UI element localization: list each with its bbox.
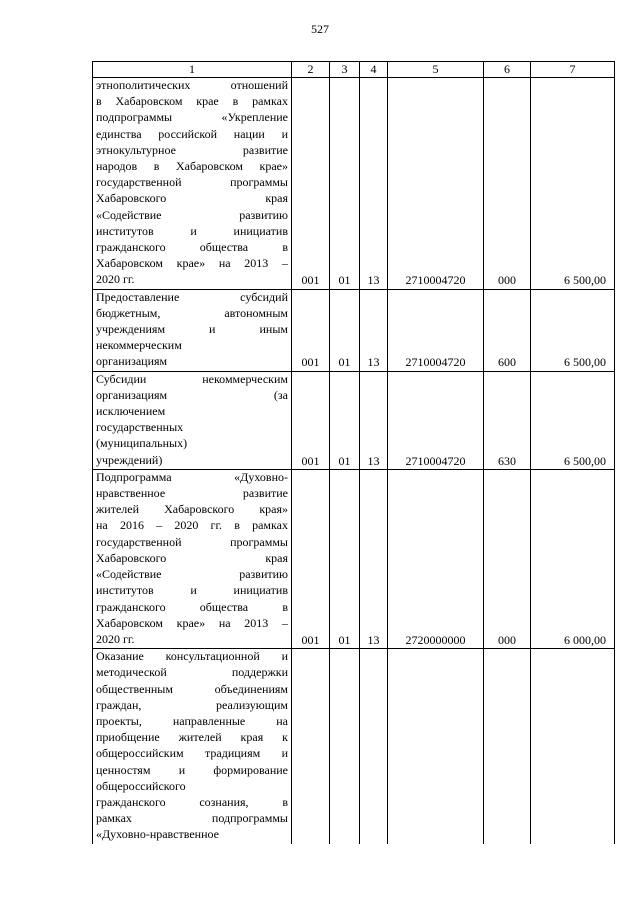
amount-cell: 6 500,00 <box>531 289 615 371</box>
amount-cell: 6 500,00 <box>531 371 615 469</box>
description-line: государственной программы <box>96 534 288 549</box>
description-line: организациям <box>96 354 168 369</box>
target-article-cell: 2720000000 <box>388 469 484 648</box>
header-row <box>93 62 615 78</box>
description-line: гражданского общества в <box>96 240 288 255</box>
description-line: бюджетным, автономным <box>96 305 288 320</box>
description-line: Хабаровского края <box>96 191 288 206</box>
page-number: 527 <box>311 22 329 36</box>
description-line: Оказание консультационной и <box>96 649 288 664</box>
description-line: ценностям и формирование <box>96 762 288 777</box>
description-line: проекты, направленные на <box>96 713 288 728</box>
subsection-code-cell: 13 <box>360 371 388 469</box>
row-description <box>93 371 292 469</box>
column-header-4: 4 <box>360 62 388 78</box>
subsection-code-cell: 13 <box>360 78 388 290</box>
description-line: учреждениям и иным <box>96 322 288 337</box>
description-line: институтов и инициатив <box>96 223 288 238</box>
row-description <box>93 469 292 648</box>
expense-type-cell <box>484 649 531 844</box>
subsection-code-cell: 13 <box>360 289 388 371</box>
description-line: 2020 гг. <box>96 631 135 646</box>
admin-code-cell: 001 <box>292 371 330 469</box>
description-line: в Хабаровском крае в рамках <box>96 94 288 109</box>
table-row <box>93 289 615 371</box>
admin-code-cell <box>292 649 330 844</box>
admin-code-cell: 001 <box>292 78 330 290</box>
target-article-cell: 2710004720 <box>388 289 484 371</box>
description-line: приобщение жителей края к <box>96 730 288 745</box>
expense-type-cell: 600 <box>484 289 531 371</box>
description-line: общероссийским традициям и <box>96 746 288 761</box>
description-line: Хабаровском крае» на 2013 – <box>96 256 288 271</box>
description-line: нравственное развитие <box>96 486 288 501</box>
budget-table <box>92 61 615 844</box>
amount-cell: 6 000,00 <box>531 469 615 648</box>
admin-code-cell: 001 <box>292 469 330 648</box>
target-article-cell: 2710004720 <box>388 371 484 469</box>
description-line: народов в Хабаровском крае» <box>96 159 288 174</box>
expense-type-cell: 630 <box>484 371 531 469</box>
description-line: Субсидии некоммерческим <box>96 371 288 386</box>
section-code-cell: 01 <box>330 469 360 648</box>
description-line: 2020 гг. <box>96 272 135 287</box>
admin-code-cell: 001 <box>292 289 330 371</box>
amount-cell <box>531 649 615 844</box>
section-code-cell: 01 <box>330 289 360 371</box>
section-code-cell <box>330 649 360 844</box>
description-line: гражданского общества в <box>96 599 288 614</box>
row-description <box>93 289 292 371</box>
target-article-cell: 2710004720 <box>388 78 484 290</box>
description-line: «Духовно-нравственное <box>96 827 219 842</box>
description-line: «Содействие развитию <box>96 207 288 222</box>
section-code-cell: 01 <box>330 371 360 469</box>
description-line: общероссийского <box>96 778 186 793</box>
table-row <box>93 371 615 469</box>
row-description <box>93 78 292 290</box>
target-article-cell <box>388 649 484 844</box>
row-description <box>93 649 292 844</box>
column-header-3: 3 <box>330 62 360 78</box>
description-line: учреждений) <box>96 452 163 467</box>
description-line: некоммерческим <box>96 338 182 353</box>
description-line: граждан, реализующим <box>96 697 288 712</box>
description-line: Хабаровского края <box>96 550 288 565</box>
description-line: исключением <box>96 404 166 419</box>
description-line: на 2016 – 2020 гг. в рамках <box>96 518 288 533</box>
description-line: государственной программы <box>96 175 288 190</box>
expense-type-cell: 000 <box>484 469 531 648</box>
description-line: подпрограммы «Укрепление <box>96 110 288 125</box>
description-line: рамках подпрограммы <box>96 811 288 826</box>
description-line: жителей Хабаровского края» <box>96 502 288 517</box>
description-line: общественным объединениям <box>96 681 288 696</box>
section-code-cell: 01 <box>330 78 360 290</box>
expense-type-cell: 000 <box>484 78 531 290</box>
subsection-code-cell <box>360 649 388 844</box>
amount-cell: 6 500,00 <box>531 78 615 290</box>
description-line: институтов и инициатив <box>96 583 288 598</box>
column-header-6: 6 <box>484 62 531 78</box>
description-line: (муниципальных) <box>96 436 188 451</box>
description-line: государственных <box>96 420 184 435</box>
column-header-2: 2 <box>292 62 330 78</box>
table-row <box>93 78 615 290</box>
description-line: методической поддержки <box>96 665 288 680</box>
table-row <box>93 649 615 844</box>
description-line: Хабаровском крае» на 2013 – <box>96 615 288 630</box>
table-row <box>93 469 615 648</box>
column-header-7: 7 <box>531 62 615 78</box>
subsection-code-cell: 13 <box>360 469 388 648</box>
column-header-5: 5 <box>388 62 484 78</box>
description-line: единства российской нации и <box>96 126 288 141</box>
description-line: этнополитических отношений <box>96 78 288 92</box>
description-line: организациям (за <box>96 387 288 402</box>
description-line: Предоставление субсидий <box>96 289 288 304</box>
description-line: этнокультурное развитие <box>96 142 288 157</box>
column-header-1: 1 <box>93 62 292 78</box>
description-line: «Содействие развитию <box>96 567 288 582</box>
description-line: Подпрограмма «Духовно- <box>96 469 288 484</box>
description-line: гражданского сознания, в <box>96 794 288 809</box>
